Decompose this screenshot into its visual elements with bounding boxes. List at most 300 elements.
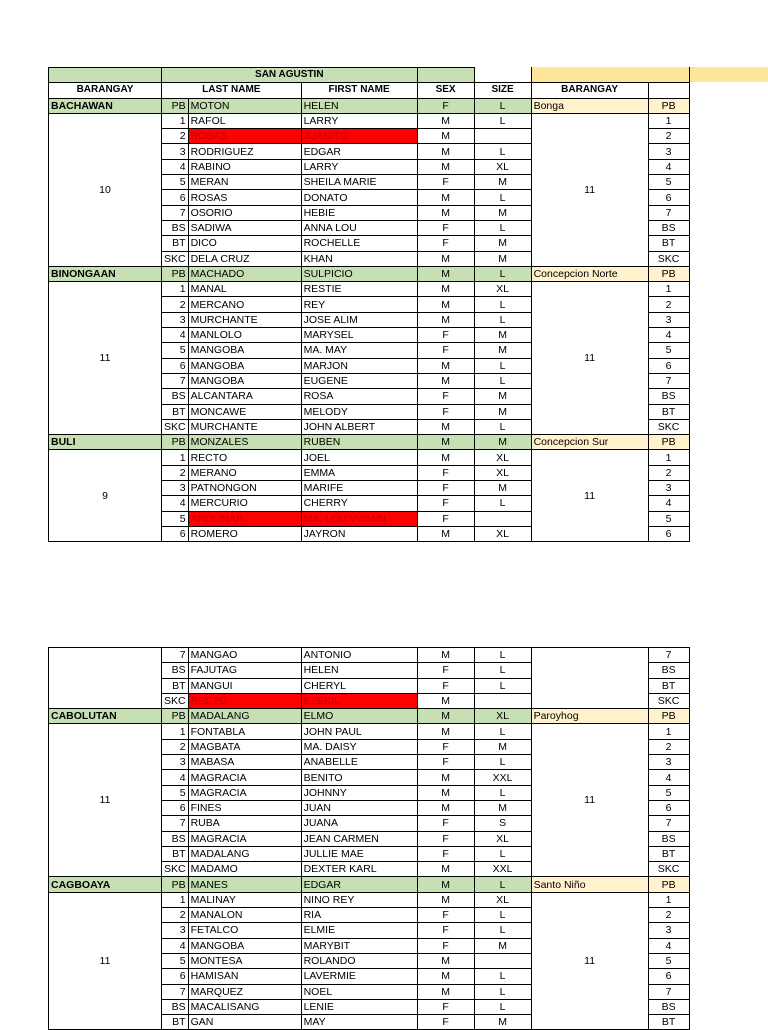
right-barangay-member-count: 11 xyxy=(531,113,648,266)
right-position-code: 6 xyxy=(648,526,689,541)
position-code: 3 xyxy=(162,312,189,327)
last-name: MURCHANTE xyxy=(188,312,301,327)
right-barangay-continued-blank xyxy=(531,648,648,709)
position-code: 3 xyxy=(162,144,189,159)
right-barangay-member-count: 11 xyxy=(531,724,648,877)
shirt-size: M xyxy=(474,236,531,251)
last-name: FONTABLA xyxy=(188,724,301,739)
right-position-code: 4 xyxy=(648,159,689,174)
shirt-size: L xyxy=(474,220,531,235)
title-right-blank xyxy=(531,68,689,83)
right-position-code: SKC xyxy=(648,693,689,708)
sex: M xyxy=(417,205,474,220)
first-name: JOEL xyxy=(301,450,417,465)
position-code: 7 xyxy=(162,648,189,663)
last-name: APOLINAR xyxy=(188,511,301,526)
sex: M xyxy=(417,312,474,327)
right-position-code: 3 xyxy=(648,755,689,770)
position-code: 7 xyxy=(162,205,189,220)
shirt-size: XL xyxy=(474,526,531,541)
last-name: MANLOLO xyxy=(188,328,301,343)
right-barangay-name: Concepcion Sur xyxy=(531,435,648,450)
first-name: LARRY xyxy=(301,113,417,128)
position-code: 5 xyxy=(162,511,189,526)
sex: M xyxy=(417,969,474,984)
last-name: MAGRACIA xyxy=(188,770,301,785)
right-position-code: BT xyxy=(648,236,689,251)
shirt-size: XL xyxy=(474,831,531,846)
position-code: BT xyxy=(162,236,189,251)
sex: M xyxy=(417,419,474,434)
shirt-size: L xyxy=(474,999,531,1014)
right-position-code: BT xyxy=(648,846,689,861)
shirt-size: L xyxy=(474,419,531,434)
position-code: 1 xyxy=(162,282,189,297)
right-position-code: 4 xyxy=(648,328,689,343)
col-header-size: SIZE xyxy=(474,83,531,98)
first-name: MARYSEL xyxy=(301,328,417,343)
first-name: ROLANDO xyxy=(301,953,417,968)
right-position-code: 1 xyxy=(648,113,689,128)
right-position-code: 2 xyxy=(648,297,689,312)
shirt-size: M xyxy=(474,1015,531,1030)
right-position-code: 1 xyxy=(648,892,689,907)
right-position-code: 2 xyxy=(648,739,689,754)
col-header-barangay-right: BARANGAY xyxy=(531,83,648,98)
right-position-code: PB xyxy=(648,435,689,450)
sex: M xyxy=(417,984,474,999)
shirt-size: M xyxy=(474,205,531,220)
shirt-size: XL xyxy=(474,282,531,297)
last-name: MALINAY xyxy=(188,892,301,907)
barangay-name: CABOLUTAN xyxy=(49,709,162,724)
shirt-size: XL xyxy=(474,465,531,480)
table-row xyxy=(49,113,690,128)
last-name: MANAL xyxy=(188,282,301,297)
sex: F xyxy=(417,755,474,770)
right-barangay-member-count: 11 xyxy=(531,892,648,1030)
shirt-size: M xyxy=(474,343,531,358)
first-name: EMMA xyxy=(301,465,417,480)
barangay-name: BULI xyxy=(49,435,162,450)
right-position-code: SKC xyxy=(648,862,689,877)
position-code: PB xyxy=(162,266,189,281)
shirt-size: L xyxy=(474,877,531,892)
first-name: RUBEN xyxy=(301,435,417,450)
position-code: 1 xyxy=(162,113,189,128)
sex: F xyxy=(417,496,474,511)
sex: F xyxy=(417,343,474,358)
barangay-member-count: 11 xyxy=(49,892,162,1030)
right-position-code: 5 xyxy=(648,785,689,800)
barangay-name: CAGBOAYA xyxy=(49,877,162,892)
last-name: MERANO xyxy=(188,465,301,480)
right-position-code: 6 xyxy=(648,969,689,984)
shirt-size: L xyxy=(474,648,531,663)
first-name: ELMIE xyxy=(301,923,417,938)
position-code: SKC xyxy=(162,419,189,434)
first-name: HELEN xyxy=(301,663,417,678)
sex: F xyxy=(417,831,474,846)
first-name: NINO REY xyxy=(301,892,417,907)
last-name: MANGOBA xyxy=(188,343,301,358)
position-code: 6 xyxy=(162,800,189,815)
right-position-code: 2 xyxy=(648,465,689,480)
position-code: 4 xyxy=(162,328,189,343)
header-highlight-strip xyxy=(685,67,768,82)
right-position-code: PB xyxy=(648,266,689,281)
right-position-code: SKC xyxy=(648,251,689,266)
right-position-code: 6 xyxy=(648,800,689,815)
position-code: 1 xyxy=(162,450,189,465)
shirt-size: XXL xyxy=(474,770,531,785)
position-code: 1 xyxy=(162,892,189,907)
position-code: 3 xyxy=(162,755,189,770)
right-position-code: 6 xyxy=(648,190,689,205)
position-code: 2 xyxy=(162,465,189,480)
last-name: DICO xyxy=(188,236,301,251)
sex: M xyxy=(417,800,474,815)
first-name: MA. MAY xyxy=(301,343,417,358)
position-code: SKC xyxy=(162,693,189,708)
sex: F xyxy=(417,481,474,496)
position-code: 6 xyxy=(162,969,189,984)
last-name: PATNONGON xyxy=(188,481,301,496)
sex: F xyxy=(417,175,474,190)
position-code: PB xyxy=(162,98,189,113)
right-barangay-name: Santo Niño xyxy=(531,877,648,892)
last-name: MANGAO xyxy=(188,648,301,663)
first-name: JOHN PAUL xyxy=(301,724,417,739)
sex: M xyxy=(417,190,474,205)
col-header-code-right xyxy=(648,83,689,98)
last-name: MABASA xyxy=(188,755,301,770)
first-name: MAY xyxy=(301,1015,417,1030)
right-position-code: 1 xyxy=(648,450,689,465)
position-code: 2 xyxy=(162,129,189,144)
first-name: CHERYL xyxy=(301,678,417,693)
position-code: BT xyxy=(162,846,189,861)
position-code: PB xyxy=(162,877,189,892)
position-code: 2 xyxy=(162,739,189,754)
first-name: MA. LOU VVIMIN xyxy=(301,511,417,526)
position-code: 6 xyxy=(162,526,189,541)
shirt-size: XXL xyxy=(474,862,531,877)
first-name: RIA xyxy=(301,908,417,923)
last-name: MONZALES xyxy=(188,435,301,450)
position-code: SKC xyxy=(162,862,189,877)
shirt-size: M xyxy=(474,739,531,754)
first-name: EDGAR xyxy=(301,877,417,892)
shirt-size: L xyxy=(474,190,531,205)
right-position-code: BS xyxy=(648,663,689,678)
shirt-size: L xyxy=(474,297,531,312)
first-name: JAYRON xyxy=(301,526,417,541)
position-code: PB xyxy=(162,435,189,450)
col-header-barangay: BARANGAY xyxy=(49,83,162,98)
right-position-code: 5 xyxy=(648,175,689,190)
sex: F xyxy=(417,404,474,419)
shirt-size: M xyxy=(474,251,531,266)
position-code: SKC xyxy=(162,251,189,266)
sex: M xyxy=(417,450,474,465)
barangay-member-count: 10 xyxy=(49,113,162,266)
sex: F xyxy=(417,923,474,938)
last-name: GAN xyxy=(188,1015,301,1030)
right-position-code: 2 xyxy=(648,908,689,923)
sex: F xyxy=(417,678,474,693)
position-code: 7 xyxy=(162,984,189,999)
table-row xyxy=(49,648,690,663)
sex: F xyxy=(417,908,474,923)
shirt-size: XL xyxy=(474,892,531,907)
title-size-blank xyxy=(474,68,531,83)
right-position-code: 4 xyxy=(648,496,689,511)
first-name: JUANITO xyxy=(301,129,417,144)
shirt-size: L xyxy=(474,113,531,128)
sex: F xyxy=(417,663,474,678)
last-name: FETALCO xyxy=(188,923,301,938)
right-position-code: BS xyxy=(648,389,689,404)
sex: M xyxy=(417,724,474,739)
last-name: RABINO xyxy=(188,159,301,174)
position-code: BS xyxy=(162,663,189,678)
sex: M xyxy=(417,785,474,800)
first-name: ROCHELLE xyxy=(301,236,417,251)
right-position-code: 5 xyxy=(648,343,689,358)
position-code: 4 xyxy=(162,770,189,785)
right-position-code: BS xyxy=(648,999,689,1014)
first-name: HELEN xyxy=(301,98,417,113)
shirt-size: M xyxy=(474,175,531,190)
sex: F xyxy=(417,1015,474,1030)
last-name: RAFOL xyxy=(188,113,301,128)
first-name: JEAN CARMEN xyxy=(301,831,417,846)
last-name: MADALANG xyxy=(188,709,301,724)
first-name: JOSE ALIM xyxy=(301,312,417,327)
position-code: 5 xyxy=(162,953,189,968)
shirt-size: L xyxy=(474,984,531,999)
sex: F xyxy=(417,846,474,861)
shirt-size: L xyxy=(474,496,531,511)
last-name: MERCURIO xyxy=(188,496,301,511)
shirt-size: L xyxy=(474,846,531,861)
first-name: MELODY xyxy=(301,404,417,419)
last-name: MADAMO xyxy=(188,862,301,877)
shirt-size: M xyxy=(474,938,531,953)
last-name: MONCAWE xyxy=(188,404,301,419)
sex: M xyxy=(417,251,474,266)
first-name: LARRY xyxy=(301,159,417,174)
first-name: KHAN xyxy=(301,251,417,266)
shirt-size xyxy=(474,129,531,144)
first-name: MARIFE xyxy=(301,481,417,496)
first-name: JOHN ALBERT xyxy=(301,419,417,434)
position-code: 3 xyxy=(162,923,189,938)
last-name: MACHADO xyxy=(188,266,301,281)
first-name: REY xyxy=(301,297,417,312)
first-name: JUAN xyxy=(301,800,417,815)
sex: F xyxy=(417,98,474,113)
right-position-code: 7 xyxy=(648,648,689,663)
sex: M xyxy=(417,435,474,450)
right-barangay-name: Bonga xyxy=(531,98,648,113)
col-header-sex: SEX xyxy=(417,83,474,98)
right-position-code: BT xyxy=(648,678,689,693)
position-code: 3 xyxy=(162,481,189,496)
last-name: MAGRACIA xyxy=(188,831,301,846)
table-row xyxy=(49,892,690,907)
position-code: BT xyxy=(162,678,189,693)
position-code: 5 xyxy=(162,343,189,358)
shirt-size: XL xyxy=(474,709,531,724)
shirt-size xyxy=(474,953,531,968)
right-position-code: BS xyxy=(648,220,689,235)
right-position-code: PB xyxy=(648,98,689,113)
col-header-first-name: FIRST NAME xyxy=(301,83,417,98)
sex: F xyxy=(417,328,474,343)
roster-table-page-1 xyxy=(48,67,690,542)
last-name: MANGOBA xyxy=(188,358,301,373)
sex: F xyxy=(417,220,474,235)
first-name: ANTONIO xyxy=(301,648,417,663)
first-name: MARYBIT xyxy=(301,938,417,953)
right-position-code: 3 xyxy=(648,312,689,327)
last-name: MERCANO xyxy=(188,297,301,312)
right-position-code: BT xyxy=(648,404,689,419)
right-position-code: 6 xyxy=(648,358,689,373)
last-name: MERAN xyxy=(188,175,301,190)
last-name: RODRIGUEZ xyxy=(188,144,301,159)
sheet-title: SAN AGUSTIN xyxy=(162,68,418,83)
barangay-name: BINONGAAN xyxy=(49,266,162,281)
title-left-blank xyxy=(49,68,162,83)
shirt-size: L xyxy=(474,923,531,938)
sex: F xyxy=(417,999,474,1014)
barangay-member-count: 9 xyxy=(49,450,162,542)
shirt-size: L xyxy=(474,785,531,800)
last-name: MAGBATA xyxy=(188,739,301,754)
barangay-name: BACHAWAN xyxy=(49,98,162,113)
last-name: RECTO xyxy=(188,450,301,465)
sex: M xyxy=(417,358,474,373)
right-position-code: 7 xyxy=(648,984,689,999)
first-name: MA. DAISY xyxy=(301,739,417,754)
table-row xyxy=(49,709,690,724)
first-name: ANNA LOU xyxy=(301,220,417,235)
last-name: OSORIO xyxy=(188,205,301,220)
last-name: MARQUEZ xyxy=(188,984,301,999)
sex: M xyxy=(417,648,474,663)
shirt-size: XL xyxy=(474,159,531,174)
sex: M xyxy=(417,526,474,541)
first-name: RESTIE xyxy=(301,282,417,297)
roster-table-page-2 xyxy=(48,647,690,1030)
shirt-size: L xyxy=(474,266,531,281)
shirt-size: M xyxy=(474,404,531,419)
first-name: JULLIE MAE xyxy=(301,846,417,861)
last-name: FAJUTAG xyxy=(188,663,301,678)
right-position-code: 7 xyxy=(648,373,689,388)
last-name: RUBA xyxy=(188,816,301,831)
table-row xyxy=(49,877,690,892)
first-name: DEXTER KARL xyxy=(301,862,417,877)
sex: F xyxy=(417,236,474,251)
position-code: 5 xyxy=(162,175,189,190)
shirt-size: M xyxy=(474,328,531,343)
last-name: MURCHANTE xyxy=(188,419,301,434)
sex: M xyxy=(417,282,474,297)
sex: M xyxy=(417,709,474,724)
right-position-code: 1 xyxy=(648,724,689,739)
position-code: 5 xyxy=(162,785,189,800)
first-name: HEBIE xyxy=(301,205,417,220)
first-name: EDGAR xyxy=(301,144,417,159)
first-name: LAVERMIE xyxy=(301,969,417,984)
right-position-code: PB xyxy=(648,877,689,892)
last-name: FINES xyxy=(188,800,301,815)
position-code: BT xyxy=(162,404,189,419)
last-name: MADALANG xyxy=(188,846,301,861)
position-code: 1 xyxy=(162,724,189,739)
barangay-member-count: 11 xyxy=(49,724,162,877)
position-code: 6 xyxy=(162,358,189,373)
shirt-size: L xyxy=(474,98,531,113)
right-barangay-name: Paroyhog xyxy=(531,709,648,724)
shirt-size: L xyxy=(474,724,531,739)
shirt-size xyxy=(474,511,531,526)
barangay-member-count: 11 xyxy=(49,282,162,435)
title-sex-blank xyxy=(417,68,474,83)
position-code: 7 xyxy=(162,816,189,831)
last-name: MACALISANG xyxy=(188,999,301,1014)
last-name: RECTO xyxy=(188,693,301,708)
right-position-code: 2 xyxy=(648,129,689,144)
position-code: BS xyxy=(162,999,189,1014)
first-name: ROSA xyxy=(301,389,417,404)
position-code: 6 xyxy=(162,190,189,205)
position-code: PB xyxy=(162,709,189,724)
shirt-size: L xyxy=(474,312,531,327)
last-name: HAMISAN xyxy=(188,969,301,984)
col-header-last-name: LAST NAME xyxy=(162,83,302,98)
shirt-size: M xyxy=(474,389,531,404)
position-code: BS xyxy=(162,220,189,235)
right-barangay-member-count: 11 xyxy=(531,450,648,542)
first-name: DONATO xyxy=(301,190,417,205)
sex: M xyxy=(417,862,474,877)
sex: M xyxy=(417,129,474,144)
right-position-code: 5 xyxy=(648,511,689,526)
last-name: MAGRACIA xyxy=(188,785,301,800)
position-code: 2 xyxy=(162,297,189,312)
right-position-code: 3 xyxy=(648,923,689,938)
last-name: MANALON xyxy=(188,908,301,923)
shirt-size: M xyxy=(474,481,531,496)
right-position-code: 3 xyxy=(648,144,689,159)
sex: F xyxy=(417,465,474,480)
right-position-code: PB xyxy=(648,709,689,724)
last-name: MANES xyxy=(188,877,301,892)
sex: M xyxy=(417,297,474,312)
first-name: ANABELLE xyxy=(301,755,417,770)
sex: F xyxy=(417,511,474,526)
sex: M xyxy=(417,953,474,968)
table-row xyxy=(49,266,690,281)
sex: F xyxy=(417,816,474,831)
table-row xyxy=(49,724,690,739)
right-barangay-name: Concepcion Norte xyxy=(531,266,648,281)
